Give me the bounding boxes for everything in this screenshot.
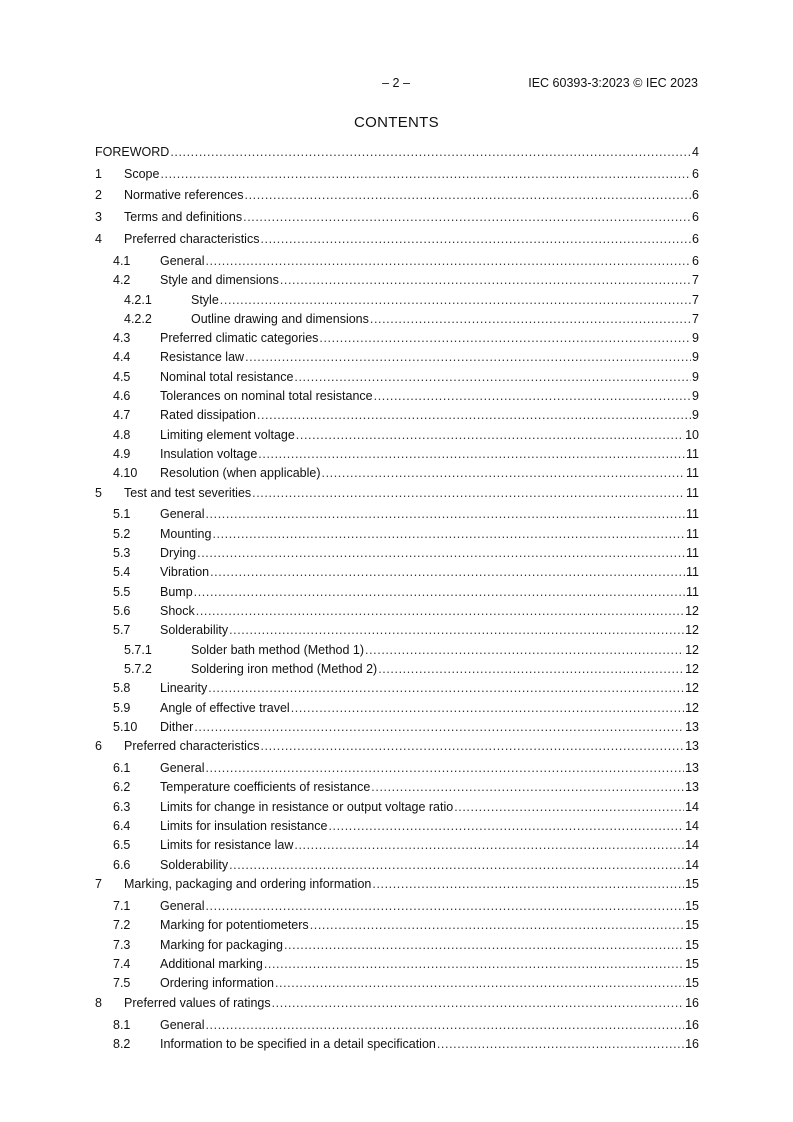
dot-leader: [229, 622, 684, 638]
dot-leader: [372, 876, 684, 892]
toc-entry[interactable]: [95, 779, 699, 795]
toc-entry-page: 9: [692, 389, 699, 403]
toc-entry[interactable]: [95, 995, 699, 1011]
dot-leader: [210, 564, 685, 580]
toc-entry-title: Vibration: [160, 565, 210, 579]
toc-entry[interactable]: [95, 857, 699, 873]
toc-entry[interactable]: [95, 760, 699, 776]
toc-entry-page: 14: [685, 838, 699, 852]
toc-entry[interactable]: [95, 738, 699, 754]
toc-entry-page: 15: [685, 877, 699, 891]
toc-entry-page: 15: [685, 938, 699, 952]
toc-entry-title: Test and test severities: [124, 486, 252, 500]
toc-entry-number: 4.7: [113, 408, 131, 422]
toc-entry-title: Soldering iron method (Method 2): [191, 662, 378, 676]
dot-leader: [260, 231, 691, 247]
dot-leader: [296, 427, 684, 443]
dot-leader: [258, 446, 685, 462]
dot-leader: [194, 584, 685, 600]
toc-entry-title: General: [160, 254, 205, 268]
toc-entry[interactable]: [95, 465, 699, 481]
toc-entry-number: 5.5: [113, 585, 131, 599]
toc-entry-number: 8: [95, 996, 102, 1010]
dot-leader: [252, 485, 685, 501]
toc-entry[interactable]: [95, 719, 699, 735]
toc-entry[interactable]: [95, 1017, 699, 1033]
toc-entry[interactable]: [95, 818, 699, 834]
toc-entry-page: 15: [685, 976, 699, 990]
toc-entry-title: Scope: [124, 167, 160, 181]
toc-entry-page: 11: [686, 527, 699, 541]
toc-entry-title: Limiting element voltage: [160, 428, 295, 442]
dot-leader: [280, 272, 691, 288]
toc-entry[interactable]: [95, 799, 699, 815]
toc-entry[interactable]: [95, 388, 699, 404]
toc-entry[interactable]: [95, 446, 699, 462]
toc-entry-page: 9: [692, 408, 699, 422]
toc-entry[interactable]: [95, 956, 699, 972]
toc-entry-page: 11: [686, 585, 699, 599]
toc-entry-number: 7.5: [113, 976, 131, 990]
toc-entry-title: Additional marking: [160, 957, 263, 971]
toc-entry[interactable]: [95, 144, 699, 160]
page-title: CONTENTS: [354, 114, 439, 131]
toc-entry-title: Insulation voltage: [160, 447, 258, 461]
toc-entry-page: 7: [692, 273, 699, 287]
dot-leader: [454, 799, 684, 815]
dot-leader: [374, 388, 691, 404]
toc-entry-title: Solderability: [160, 623, 229, 637]
toc-entry-number: 4.2: [113, 273, 131, 287]
toc-entry-title: Normative references: [124, 188, 244, 202]
dot-leader: [371, 779, 684, 795]
toc-entry-number: 5.3: [113, 546, 131, 560]
toc-entry[interactable]: [95, 407, 699, 423]
toc-entry-number: 5.1: [113, 507, 131, 521]
page-number: – 2 –: [382, 76, 410, 90]
toc-entry-title: Preferred characteristics: [124, 232, 260, 246]
toc-entry-number: 4.2.2: [124, 312, 152, 326]
toc-entry-number: 3: [95, 210, 102, 224]
toc-entry-page: 9: [692, 331, 699, 345]
dot-leader: [205, 253, 691, 269]
toc-entry[interactable]: [95, 292, 699, 308]
toc-entry-page: 11: [686, 447, 699, 461]
dot-leader: [160, 166, 691, 182]
toc-entry-title: General: [160, 761, 205, 775]
toc-entry-page: 12: [685, 623, 699, 637]
toc-entry-title: Bump: [160, 585, 193, 599]
dot-leader: [437, 1036, 684, 1052]
dot-leader: [370, 311, 691, 327]
toc-entry-number: 7.4: [113, 957, 131, 971]
dot-leader: [294, 369, 691, 385]
toc-entry-number: 6.5: [113, 838, 131, 852]
toc-entry-page: 16: [685, 996, 699, 1010]
dot-leader: [170, 144, 691, 160]
dot-leader: [229, 857, 684, 873]
toc-entry[interactable]: [95, 700, 699, 716]
toc-entry-number: 6.3: [113, 800, 131, 814]
toc-entry-number: 5.8: [113, 681, 131, 695]
toc-entry-page: 16: [685, 1018, 699, 1032]
toc-entry[interactable]: [95, 311, 699, 327]
toc-entry-number: 5.7: [113, 623, 131, 637]
toc-entry-title: Preferred climatic categories: [160, 331, 319, 345]
toc-entry-page: 12: [685, 662, 699, 676]
toc-entry[interactable]: [95, 330, 699, 346]
toc-entry-title: Preferred characteristics: [124, 739, 260, 753]
toc-entry[interactable]: [95, 876, 699, 892]
toc-entry[interactable]: [95, 622, 699, 638]
toc-entry[interactable]: [95, 369, 699, 385]
toc-entry-number: 4.2.1: [124, 293, 152, 307]
toc-entry-title: Marking for potentiometers: [160, 918, 309, 932]
dot-leader: [208, 680, 684, 696]
toc-entry-number: 5: [95, 486, 102, 500]
toc-entry-page: 6: [692, 254, 699, 268]
toc-entry-number: 2: [95, 188, 102, 202]
toc-entry-page: 14: [685, 800, 699, 814]
toc-entry-number: 4.8: [113, 428, 131, 442]
toc-entry[interactable]: [95, 661, 699, 677]
dot-leader: [310, 917, 684, 933]
toc-entry-number: 4.1: [113, 254, 131, 268]
toc-entry[interactable]: [95, 837, 699, 853]
toc-entry-title: Information to be specified in a detail specification: [160, 1037, 436, 1051]
toc-entry[interactable]: [95, 526, 699, 542]
toc-entry-title: Shock: [160, 604, 195, 618]
dot-leader: [197, 545, 685, 561]
toc-entry-number: 5.7.2: [124, 662, 152, 676]
toc-entry[interactable]: [95, 209, 699, 225]
toc-entry[interactable]: [95, 584, 699, 600]
toc-entry-number: 6.1: [113, 761, 131, 775]
toc-entry-page: 16: [685, 1037, 699, 1051]
dot-leader: [260, 738, 684, 754]
toc-entry-title: Rated dissipation: [160, 408, 256, 422]
toc-entry-number: 4.10: [113, 466, 138, 480]
toc-entry[interactable]: [95, 506, 699, 522]
toc-entry[interactable]: [95, 898, 699, 914]
toc-entry-title: Outline drawing and dimensions: [191, 312, 369, 326]
toc-entry-page: 15: [685, 918, 699, 932]
toc-entry-number: 4: [95, 232, 102, 246]
toc-entry-page: 15: [685, 957, 699, 971]
dot-leader: [319, 330, 691, 346]
toc-entry-page: 13: [685, 739, 699, 753]
toc-entry-title: General: [160, 1018, 205, 1032]
toc-entry-title: FOREWORD: [95, 145, 170, 159]
dot-leader: [275, 975, 684, 991]
toc-entry-title: Dither: [160, 720, 194, 734]
toc-entry-number: 7.1: [113, 899, 131, 913]
toc-entry-page: 9: [692, 350, 699, 364]
toc-entry-page: 6: [692, 188, 699, 202]
toc-entry-title: Limits for resistance law: [160, 838, 294, 852]
toc-entry-number: 6.6: [113, 858, 131, 872]
toc-entry-title: Nominal total resistance: [160, 370, 294, 384]
toc-entry-number: 8.1: [113, 1018, 131, 1032]
toc-entry-number: 5.4: [113, 565, 131, 579]
dot-leader: [212, 526, 685, 542]
toc-entry-page: 9: [692, 370, 699, 384]
toc-entry-page: 14: [685, 819, 699, 833]
dot-leader: [365, 642, 684, 658]
toc-entry-title: Marking, packaging and ordering information: [124, 877, 372, 891]
toc-entry-title: General: [160, 899, 205, 913]
toc-entry-number: 7: [95, 877, 102, 891]
toc-entry-page: 11: [686, 546, 699, 560]
toc-entry[interactable]: [95, 485, 699, 501]
toc-entry-title: Style and dimensions: [160, 273, 279, 287]
dot-leader: [272, 995, 684, 1011]
toc-entry-page: 11: [686, 565, 699, 579]
toc-entry-title: General: [160, 507, 205, 521]
document-reference: IEC 60393-3:2023 © IEC 2023: [528, 76, 698, 90]
toc-entry-page: 15: [685, 899, 699, 913]
toc-entry[interactable]: [95, 603, 699, 619]
toc-entry-title: Mounting: [160, 527, 212, 541]
toc-entry-title: Resistance law: [160, 350, 245, 364]
toc-entry[interactable]: [95, 231, 699, 247]
toc-entry-page: 11: [686, 486, 699, 500]
dot-leader: [243, 209, 691, 225]
toc-entry-number: 6: [95, 739, 102, 753]
dot-leader: [205, 1017, 684, 1033]
toc-entry-title: Drying: [160, 546, 197, 560]
toc-entry-number: 6.2: [113, 780, 131, 794]
toc-entry-number: 8.2: [113, 1037, 131, 1051]
dot-leader: [245, 349, 691, 365]
toc-entry-page: 4: [692, 145, 699, 159]
toc-entry-title: Resolution (when applicable): [160, 466, 321, 480]
toc-entry-number: 4.6: [113, 389, 131, 403]
toc-entry-page: 6: [692, 167, 699, 181]
toc-entry-number: 1: [95, 167, 102, 181]
toc-entry-number: 4.9: [113, 447, 131, 461]
toc-entry-page: 12: [685, 701, 699, 715]
dot-leader: [322, 465, 686, 481]
dot-leader: [284, 937, 684, 953]
toc-entry-page: 7: [692, 312, 699, 326]
toc-entry-title: Linearity: [160, 681, 208, 695]
toc-entry-page: 6: [692, 232, 699, 246]
toc-entry[interactable]: [95, 975, 699, 991]
toc-entry-number: 6.4: [113, 819, 131, 833]
dot-leader: [291, 700, 684, 716]
dot-leader: [205, 898, 684, 914]
toc-entry-title: Style: [191, 293, 219, 307]
toc-entry[interactable]: [95, 427, 699, 443]
dot-leader: [257, 407, 691, 423]
toc-entry-number: 7.2: [113, 918, 131, 932]
toc-entry[interactable]: [95, 917, 699, 933]
toc-entry-page: 12: [685, 604, 699, 618]
toc-entry-page: 10: [685, 428, 699, 442]
toc-entry-number: 5.9: [113, 701, 131, 715]
dot-leader: [205, 760, 684, 776]
toc-entry-title: Limits for insulation resistance: [160, 819, 328, 833]
toc-entry[interactable]: [95, 272, 699, 288]
dot-leader: [328, 818, 684, 834]
toc-entry-title: Angle of effective travel: [160, 701, 290, 715]
toc-entry-page: 13: [685, 761, 699, 775]
toc-entry-title: Temperature coefficients of resistance: [160, 780, 371, 794]
toc-entry-title: Marking for packaging: [160, 938, 283, 952]
dot-leader: [264, 956, 684, 972]
toc-entry[interactable]: [95, 680, 699, 696]
dot-leader: [294, 837, 684, 853]
dot-leader: [378, 661, 684, 677]
toc-entry-page: 14: [685, 858, 699, 872]
toc-entry-title: Solderability: [160, 858, 229, 872]
toc-entry-page: 11: [686, 466, 699, 480]
dot-leader: [194, 719, 684, 735]
toc-entry-number: 4.5: [113, 370, 131, 384]
toc-entry[interactable]: [95, 253, 699, 269]
toc-entry-page: 11: [686, 507, 699, 521]
toc-entry-title: Solder bath method (Method 1): [191, 643, 365, 657]
toc-entry-number: 5.2: [113, 527, 131, 541]
toc-entry[interactable]: [95, 937, 699, 953]
toc-entry-title: Terms and definitions: [124, 210, 243, 224]
toc-entry-title: Tolerances on nominal total resistance: [160, 389, 373, 403]
toc-entry-page: 7: [692, 293, 699, 307]
toc-entry[interactable]: [95, 1036, 699, 1052]
toc-entry-page: 12: [685, 681, 699, 695]
toc-entry[interactable]: [95, 545, 699, 561]
dot-leader: [245, 187, 692, 203]
toc-entry-title: Limits for change in resistance or output voltage ratio: [160, 800, 454, 814]
toc-entry-page: 6: [692, 210, 699, 224]
toc-entry-page: 13: [685, 720, 699, 734]
toc-entry[interactable]: [95, 187, 699, 203]
toc-entry-title: Preferred values of ratings: [124, 996, 271, 1010]
toc-entry-title: Ordering information: [160, 976, 274, 990]
toc-entry-number: 5.7.1: [124, 643, 152, 657]
toc-entry[interactable]: [95, 349, 699, 365]
toc-entry-number: 7.3: [113, 938, 131, 952]
toc-entry-page: 12: [685, 643, 699, 657]
dot-leader: [205, 506, 685, 522]
toc-entry-number: 5.10: [113, 720, 138, 734]
dot-leader: [220, 292, 691, 308]
dot-leader: [196, 603, 684, 619]
toc-entry-page: 13: [685, 780, 699, 794]
toc-entry-number: 4.3: [113, 331, 131, 345]
toc-entry-number: 5.6: [113, 604, 131, 618]
toc-entry[interactable]: [95, 642, 699, 658]
toc-entry[interactable]: [95, 564, 699, 580]
toc-entry-number: 4.4: [113, 350, 131, 364]
toc-entry[interactable]: [95, 166, 699, 182]
